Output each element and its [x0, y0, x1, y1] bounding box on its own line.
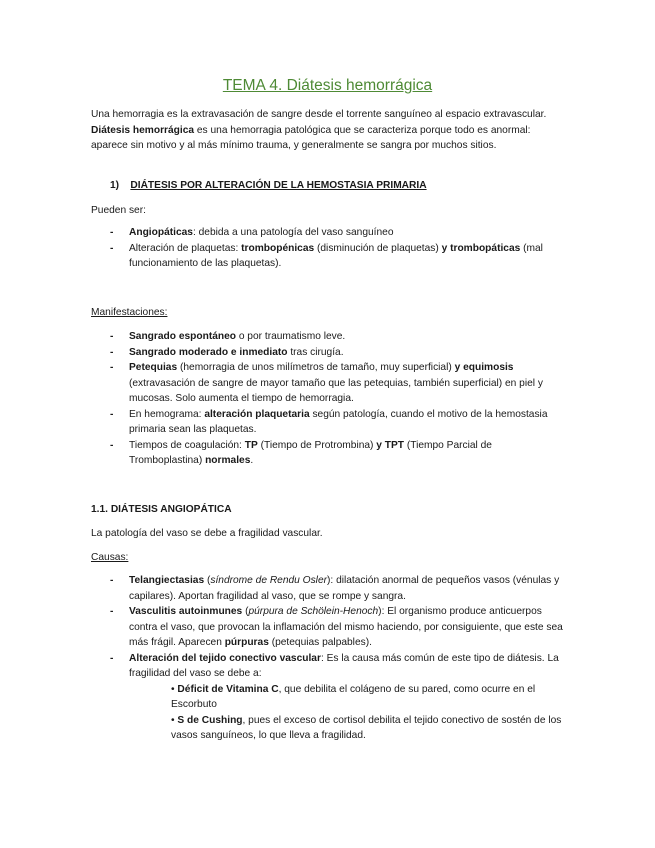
item-text: (Tiempo Parcial de Tromboplastina)	[129, 439, 492, 466]
item-text: o por traumatismo leve.	[235, 331, 346, 342]
cause-bold: Alteración del tejido conectivo vascular	[129, 652, 321, 664]
section-1-title: DIÁTESIS POR ALTERACIÓN DE LA HEMOSTASIA PRIMARIA	[130, 180, 427, 191]
cause-bold: Telangiectasias	[129, 575, 205, 586]
subcause-text: , pues el exceso de cortisol debilita el tejido conectivo de sostén de los vasos sanguíneos, lo que lleva a fragilidad.	[171, 714, 562, 741]
bullet-icon: •	[171, 683, 175, 695]
intro-bold-term: Diátesis hemorrágica	[91, 124, 195, 136]
list-item	[91, 241, 566, 272]
types-list	[91, 225, 566, 272]
manifestaciones-list	[91, 329, 566, 469]
intro-text-2: es una hemorragia patológica que se caracteriza porque todo es anormal: aparece sin motivo y al más mínimo trauma, y generalmente se sangra por muchos sitios.	[91, 124, 531, 151]
list-item	[91, 225, 566, 241]
intro-paragraph	[91, 107, 561, 154]
cause-text: ): El organismo produce anticuerpos contra el vaso, que provocan la inflamación del mismo haciendo, por consiguiente, que este sea más frágil. Aparecen	[129, 606, 563, 648]
list-item	[91, 407, 566, 438]
type-text: Alteración de plaquetas:	[129, 242, 242, 254]
item-text: (Tiempo de Protrombina)	[257, 439, 377, 451]
page-title: TEMA 4. Diátesis hemorrágica	[222, 77, 433, 94]
causas-label: Causas:	[91, 552, 129, 563]
section-1-1-heading	[91, 502, 561, 518]
cause-italic: síndrome de Rendu Osler	[210, 575, 328, 586]
type-bold: trombopénicas	[241, 242, 315, 254]
subcause-text: , que debilita el colágeno de su pared, como ocurre en el Escorbuto	[171, 683, 536, 710]
cause-text: (	[204, 575, 211, 586]
list-item	[91, 604, 566, 651]
intro-text-1: Una hemorragia es la extravasación de sangre desde el torrente sanguíneo al espacio extravascular.	[91, 109, 547, 120]
cause-text: (	[242, 606, 249, 617]
cause-text: : Es la causa más común de este tipo de diátesis. La fragilidad del vaso se debe a:	[129, 652, 559, 679]
subcause-bold: Déficit de Vitamina C	[177, 683, 279, 695]
cause-bold: Vasculitis autoinmunes	[129, 606, 243, 617]
item-bold: normales	[205, 455, 251, 466]
cause-bold: púrpuras	[224, 637, 269, 648]
section-1-number: 1)	[110, 180, 120, 191]
subcause-item	[129, 682, 566, 713]
list-item	[91, 438, 566, 469]
bullet-icon: •	[171, 714, 175, 726]
causas-list	[91, 573, 566, 744]
pueden-ser-label: Pueden ser:	[91, 205, 146, 216]
list-item	[91, 329, 566, 345]
list-item	[91, 345, 566, 361]
item-bold: alteración plaquetaria	[204, 408, 310, 420]
list-item	[91, 573, 566, 604]
type-bold: Angiopáticas	[129, 227, 193, 238]
item-text: En hemograma:	[129, 408, 205, 420]
manifestaciones-label: Manifestaciones:	[91, 307, 168, 318]
item-text: (hemorragia de unos milímetros de tamaño, muy superficial)	[177, 362, 455, 373]
type-bold: y trombopáticas	[441, 242, 521, 254]
item-bold: y TPT	[376, 439, 405, 451]
item-bold: y equimosis	[454, 362, 514, 373]
section-1-1-title: 1.1. DIÁTESIS ANGIOPÁTICA	[91, 504, 232, 515]
item-bold: Petequias	[129, 362, 178, 373]
item-text: (extravasación de sangre de mayor tamaño que las petequias, también superficial) en piel y mucosas. Solo aumenta el tiempo de hemorragia.	[129, 377, 543, 404]
item-text: .	[250, 455, 254, 466]
item-text: tras cirugía.	[287, 346, 344, 358]
cause-italic: púrpura de Schölein-Henoch	[248, 606, 379, 617]
cause-text: (petequias palpables).	[268, 637, 372, 648]
subcause-bold: S de Cushing	[177, 714, 243, 726]
cause-text: ): dilatación anormal de pequeños vasos (vénulas y capilares). Aportan fragilidad al vaso, que se rompe y sangra.	[129, 575, 560, 602]
list-item	[91, 360, 566, 407]
item-text: según patología, cuando el motivo de la hemostasia primaria sean las plaquetas.	[129, 408, 548, 435]
type-text: : debida a una patología del vaso sanguíneo	[192, 227, 394, 238]
angio-intro: La patología del vaso se debe a fragilidad vascular.	[91, 528, 323, 539]
type-text: (mal funcionamiento de las plaquetas).	[129, 242, 543, 269]
item-text: Tiempos de coagulación:	[129, 439, 245, 451]
item-bold: Sangrado espontáneo	[129, 331, 236, 342]
subcause-item	[129, 713, 566, 744]
item-bold: Sangrado moderado e inmediato	[129, 346, 288, 358]
section-1-heading	[110, 178, 580, 194]
item-bold: TP	[244, 439, 258, 451]
list-item	[91, 651, 566, 744]
type-text: (disminución de plaquetas)	[314, 242, 442, 254]
